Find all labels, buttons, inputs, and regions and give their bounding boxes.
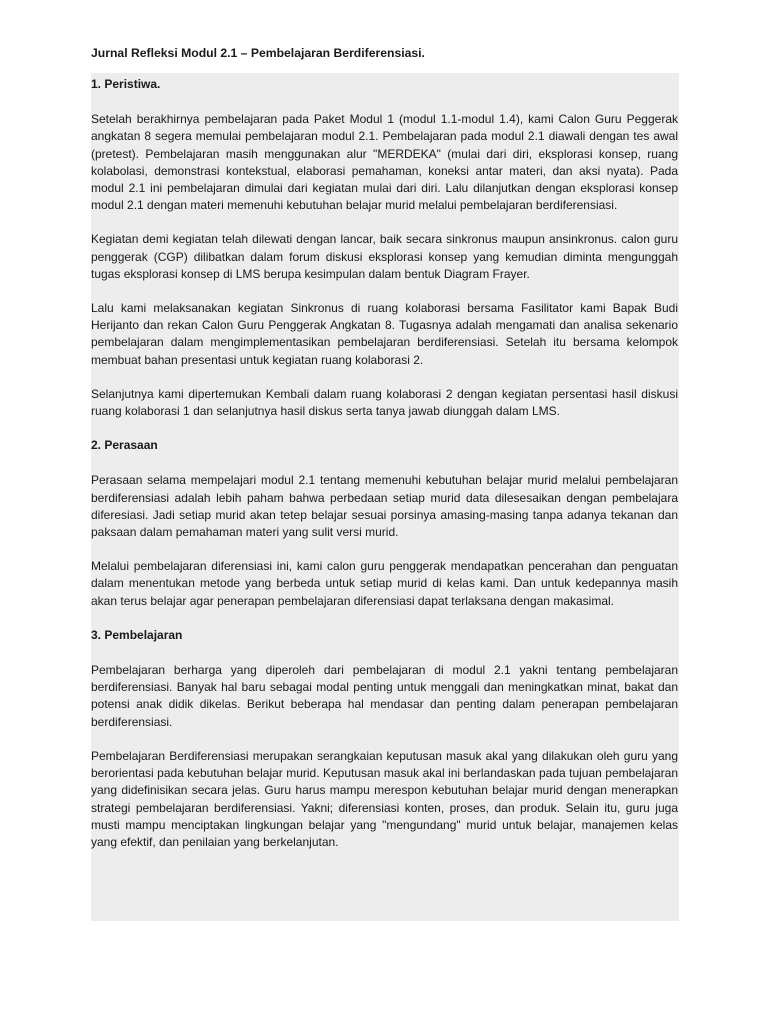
paragraph: Pembelajaran Berdiferensiasi merupakan serangkaian keputusan masuk akal yang dilakukan oleh guru yang berorientasi pada kebutuhan belajar murid. Keputusan masuk akal ini berlandaskan pada tujuan pembelajaran yang didefinisikan secara jelas. Guru harus mampu merespon kebutuhan belajar murid dengan menerapkan strategi pembelajaran berdiferensiasi. Yakni; diferensiasi konten, proses, dan produk. Selain itu, guru juga musti mampu menciptakan lingkungan belajar yang "mengundang" murid untuk belajar, manajemen kelas yang efektif, dan penilaian yang berkelanjutan. (91, 748, 678, 849)
paragraph: Lalu kami melaksanakan kegiatan Sinkronus di ruang kolaborasi bersama Fasilitator kami Bapak Budi Herijanto dan rekan Calon Guru Penggerak Angkatan 8. Tugasnya adalah mengamati dan analisa sekenario pembelajaran dalam mengimplementasikan pembelajaran berdiferensiasi. Setelah itu bersama kelompok membuat bahan presentasi untuk kegiatan ruang kolaborasi 2. (91, 301, 678, 367)
paragraph: Melalui pembelajaran diferensiasi ini, kami calon guru penggerak mendapatkan pencerahan dan penguatan dalam menentukan metode yang berbeda untuk setiap murid di kelas kami. Dan untuk kedepannya masih akan terus belajar agar penerapan pembelajaran diferensiasi dapat terlaksana dengan makasimal. (91, 559, 678, 608)
paragraph: Perasaan selama mempelajari modul 2.1 tentang memenuhi kebutuhan belajar murid melalui pembelajaran berdiferensiasi adalah lebih paham bahwa perbedaan setiap murid data dilesesaikan dengan pembelajara diferesiasi. Jadi setiap murid akan tetep belajar sesuai porsinya amasing-masing tanpa adanya tekanan dan paksaan dalam pemahaman materi yang sulit versi murid. (91, 473, 678, 540)
paragraph: Selanjutnya kami dipertemukan Kembali dalam ruang kolaborasi 2 dengan kegiatan persentasi hasil diskusi ruang kolaborasi 1 dan selanjutnya hasil diskus serta tanya jawab diunggah dalam LMS. (91, 386, 678, 419)
section-heading-perasaan: 2. Perasaan (91, 438, 158, 453)
paragraph: Pembelajaran berharga yang diperoleh dari pembelajaran di modul 2.1 yakni tentang pembelajaran berdiferensiasi. Banyak hal baru sebagai modal penting untuk menggali dan meningkatkan minat, bakat dan potensi anak didik dikelas. Berikut beberapa hal mendasar dan penting dalam penerapan pembelajaran berdiferensiasi. (91, 663, 678, 729)
paragraph: Kegiatan demi kegiatan telah dilewati dengan lancar, baik secara sinkronus maupun ansinkronus. calon guru penggerak (CGP) dilibatkan dalam forum diskusi eksplorasi konsep yang kemudian diminta mengunggah tugas eksplorasi konsep di LMS berupa kesimpulan dalam bentuk Diagram Frayer. (91, 232, 678, 281)
section-heading-peristiwa: 1. Peristiwa. (91, 77, 161, 91)
document-title: Jurnal Refleksi Modul 2.1 – Pembelajaran Berdiferensiasi. (91, 46, 425, 60)
document-body (91, 76, 678, 851)
section-peristiwa (91, 76, 678, 437)
section-pembelajaran (91, 627, 678, 851)
paragraph: Setelah berakhirnya pembelajaran pada Paket Modul 1 (modul 1.1-modul 1.4), kami Calon Guru Peggerak angkatan 8 segera memulai pembelajaran modul 2.1. Pembelajaran pada modul 2.1 diawali dengan tes awal (pretest). Pembelajaran masih menggunakan alur "MERDEKA" (mulai dari diri, eksplorasi konsep, ruang kolabolasi, demonstrasi kontekstual, elaborasi pemahaman, koneksi antar materi, dan aksi nyata). Pada modul 2.1 ini pembelajaran dimulai dari kegiatan mulai dari diri. Lalu dilanjutkan dengan eksplorasi konsep modul 2.1 dengan materi memenuhi kebutuhan belajar murid melalui pembelajaran berdiferensiasi. (91, 112, 678, 213)
section-perasaan (91, 437, 678, 627)
section-heading-pembelajaran: 3. Pembelajaran (91, 627, 183, 642)
